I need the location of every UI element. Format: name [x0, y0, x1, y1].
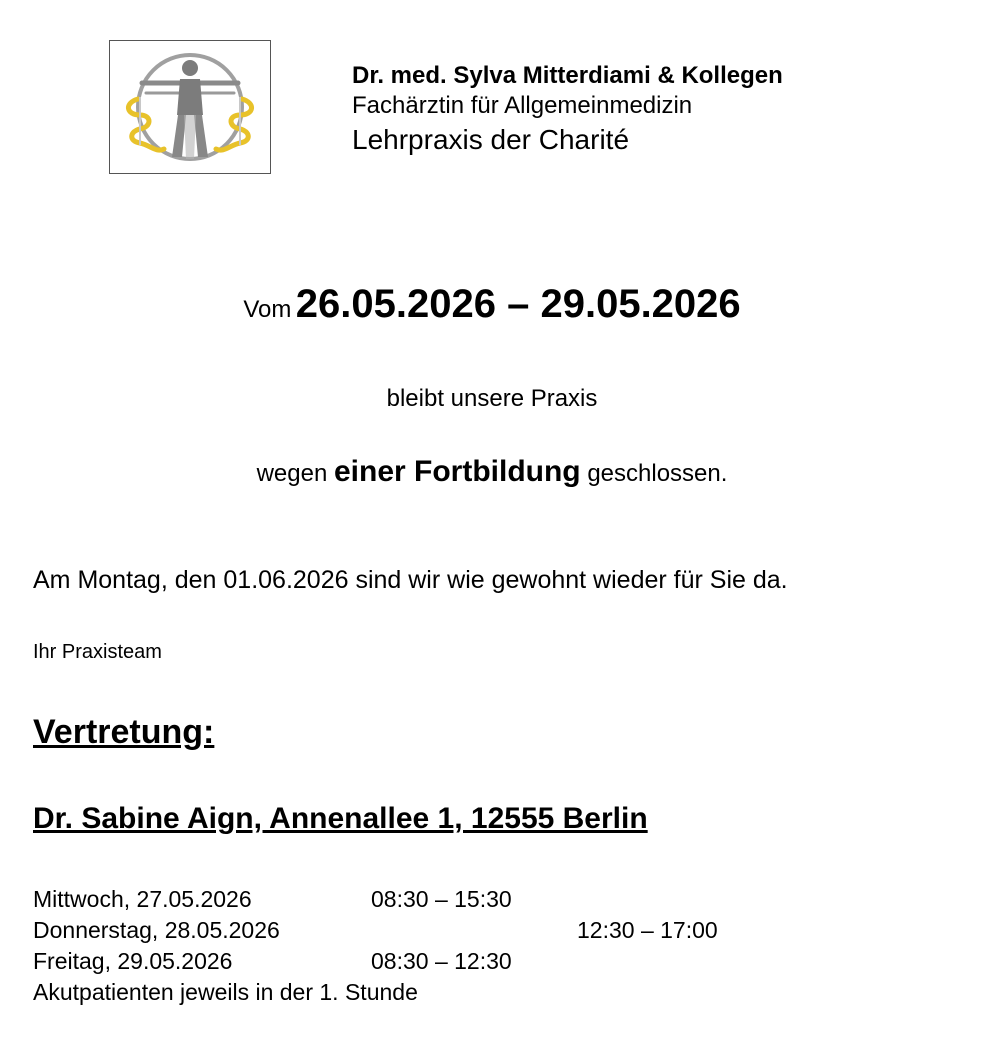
schedule-row — [33, 946, 933, 977]
schedule-row — [33, 884, 933, 915]
closure-line-1: bleibt unsere Praxis — [386, 385, 598, 412]
schedule-morning: 08:30 – 12:30 — [371, 948, 512, 974]
acute-patients-note: Akutpatienten jeweils in der 1. Stunde — [33, 979, 418, 1005]
schedule-day: Mittwoch, 27.05.2026 — [33, 886, 252, 912]
closure-line-2 — [0, 455, 984, 489]
practice-name: Dr. med. Sylva Mitterdiami & Kollegen — [352, 62, 783, 89]
schedule-note — [33, 977, 933, 1008]
vitruvian-man-caduceus-icon — [110, 41, 270, 173]
reopen-notice: Am Montag, den 01.06.2026 sind wir wie gewohnt wieder für Sie da. — [33, 566, 788, 594]
practice-header — [352, 61, 783, 157]
practice-specialty: Fachärztin für Allgemeinmedizin — [352, 92, 693, 119]
signoff: Ihr Praxisteam — [33, 641, 162, 663]
substitute-heading: Vertretung: — [33, 713, 215, 751]
schedule-day: Donnerstag, 28.05.2026 — [33, 917, 280, 943]
closure-dates — [0, 282, 984, 327]
practice-teaching-status: Lehrpraxis der Charité — [352, 124, 630, 155]
closure-prefix: Vom — [243, 296, 292, 323]
closure-reason-post: geschlossen. — [587, 460, 728, 487]
practice-logo — [109, 40, 271, 174]
schedule-row — [33, 915, 933, 946]
closure-range: 26.05.2026 – 29.05.2026 — [295, 282, 741, 326]
schedule-afternoon: 12:30 – 17:00 — [577, 917, 718, 943]
closure-reason: einer Fortbildung — [333, 455, 581, 488]
schedule-day: Freitag, 29.05.2026 — [33, 948, 233, 974]
closure-reason-pre: wegen — [256, 460, 328, 487]
substitute-doctor: Dr. Sabine Aign, Annenallee 1, 12555 Berlin — [33, 802, 648, 835]
substitute-schedule — [33, 884, 933, 1008]
schedule-morning: 08:30 – 15:30 — [371, 886, 512, 912]
